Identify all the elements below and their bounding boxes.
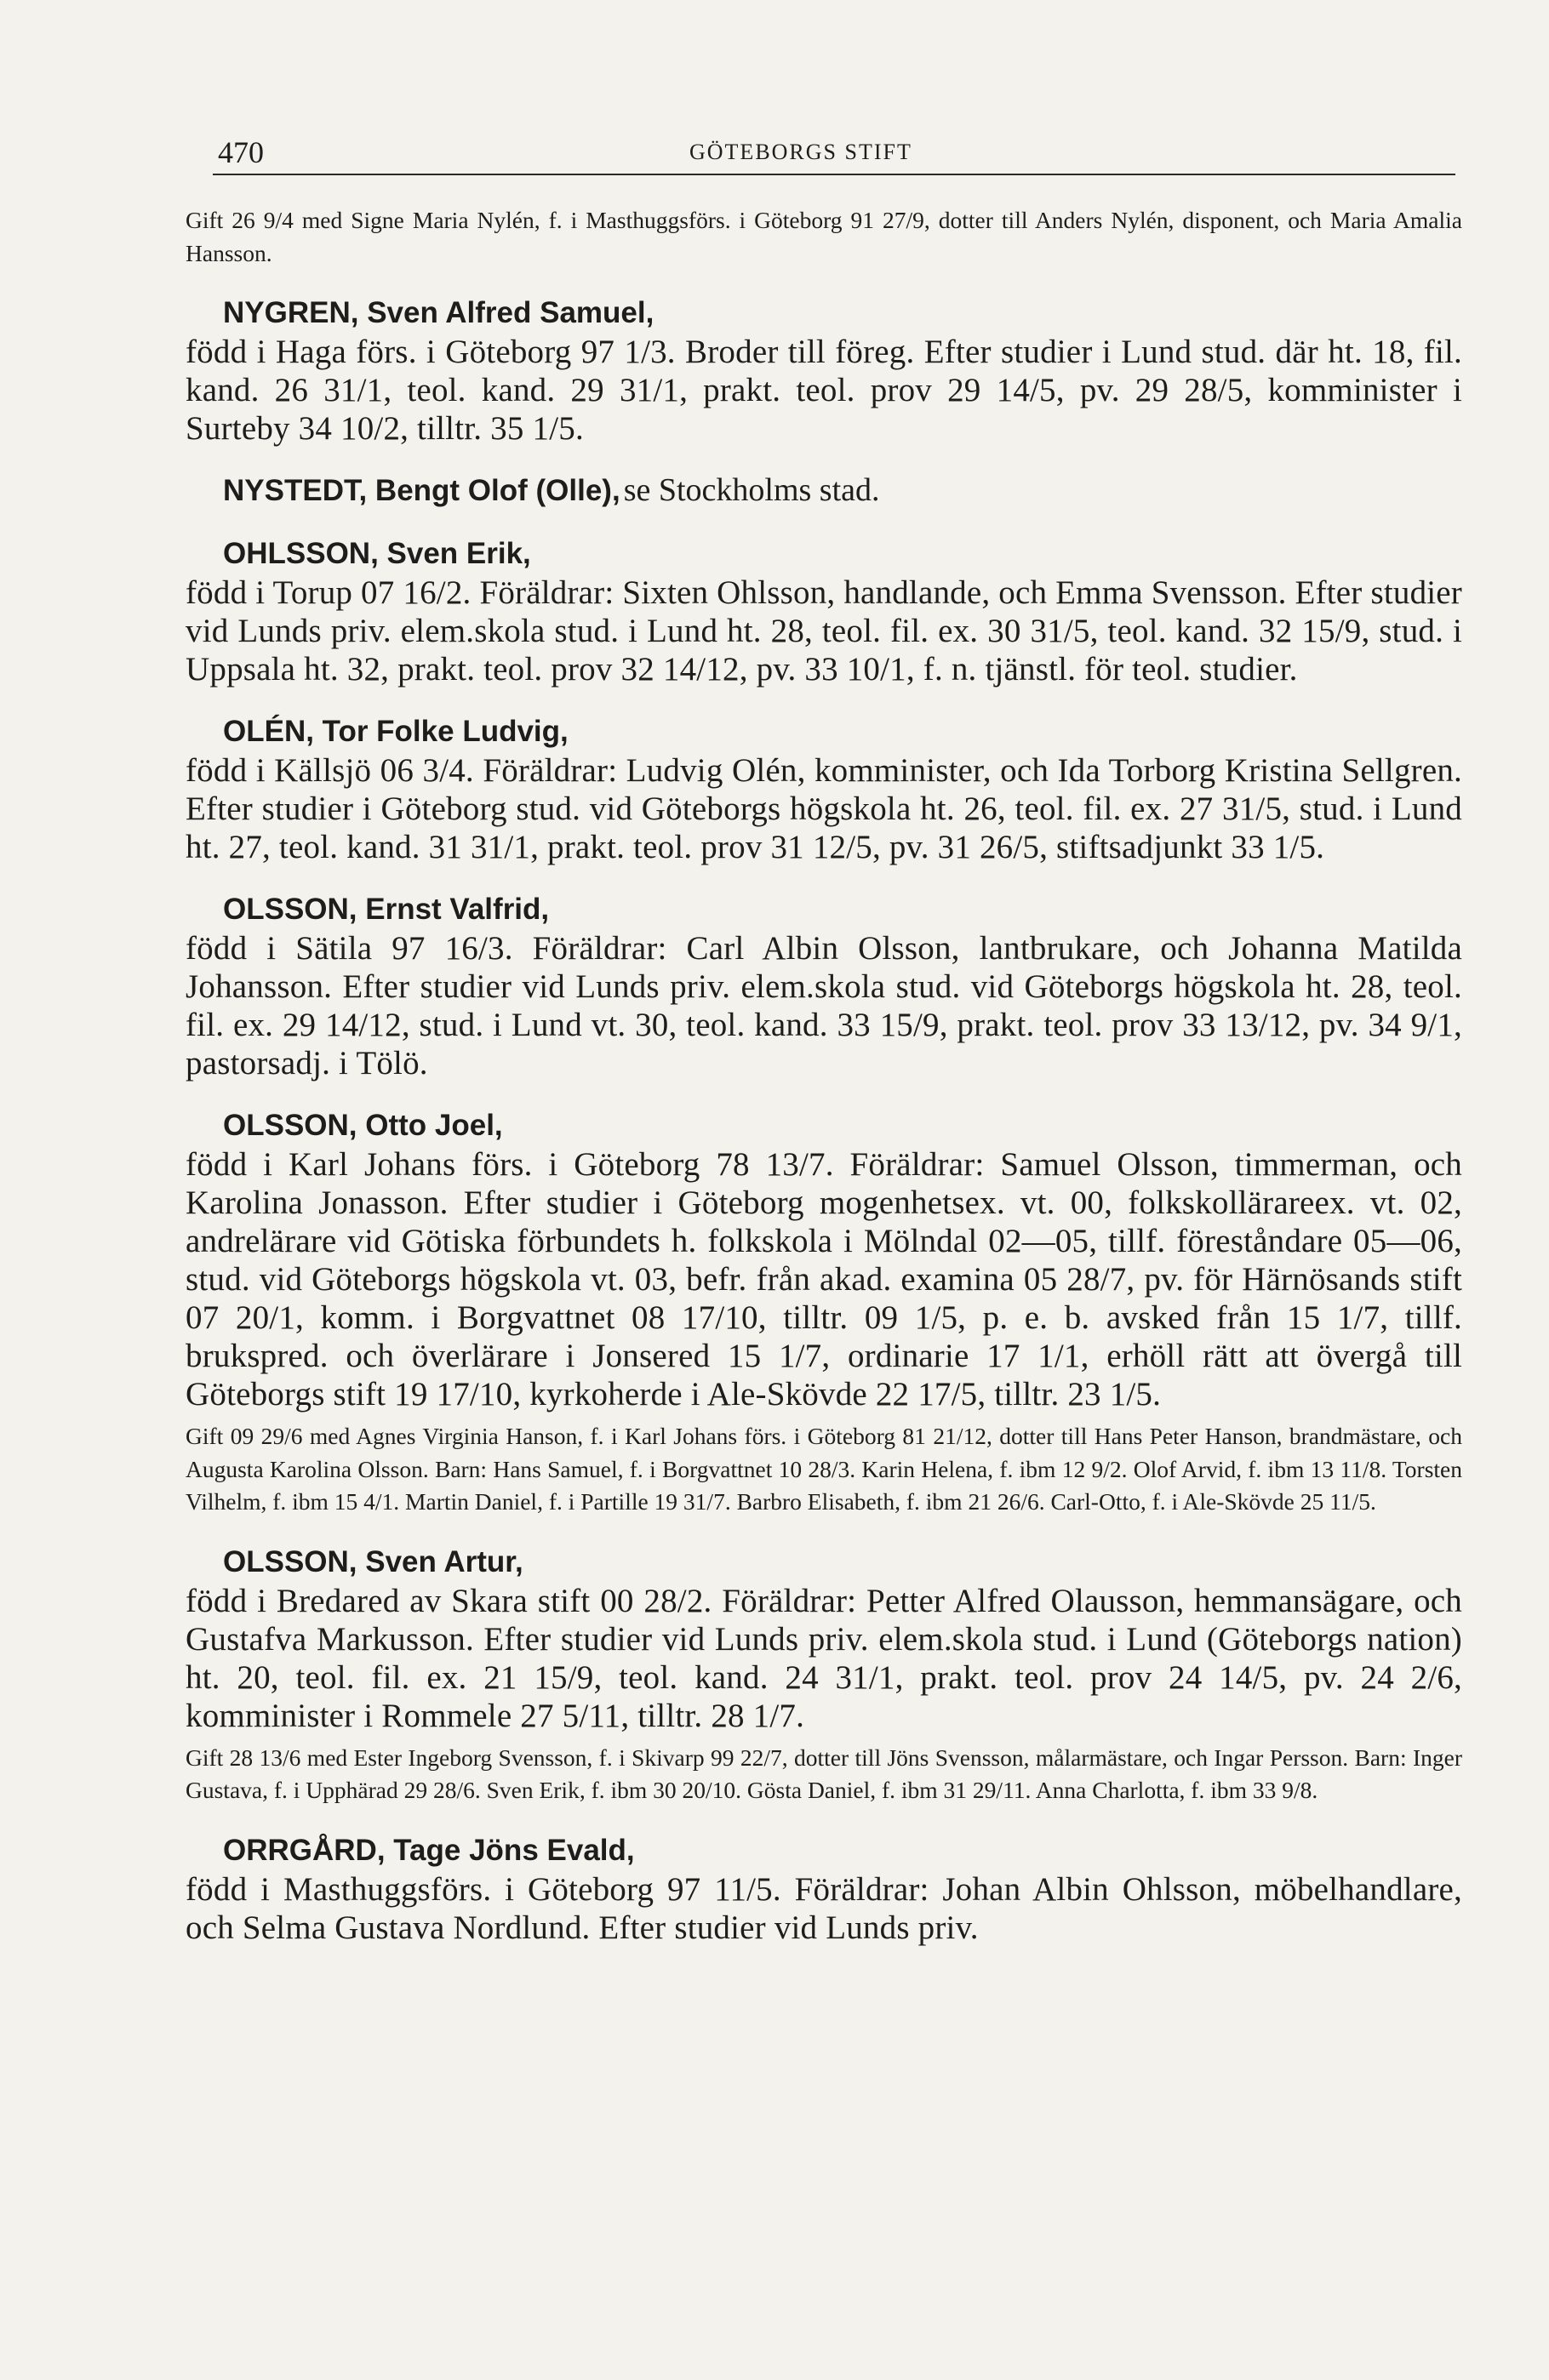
entry-name: OLSSON, Ernst Valfrid,	[223, 893, 550, 926]
entry-olen	[186, 712, 1462, 866]
marriage-note: Gift 26 9/4 med Signe Maria Nylén, f. i Masthuggsförs. i Göteborg 91 27/9, dotter till Anders Nylén, disponent, och Maria Amalia Hansson.	[186, 207, 1462, 266]
entry-name: OLSSON, Otto Joel,	[223, 1109, 503, 1142]
entry-ohlsson	[186, 534, 1462, 688]
entry-name: ORRGÅRD, Tage Jöns Evald,	[223, 1833, 635, 1867]
entry-text: född i Bredared av Skara stift 00 28/2. Föräldrar: Petter Alfred Olausson, hemmansägare, och Gustafva Markusson. Efter studier vid Lunds priv. elem.skola stud. i Lund (Göteborgs nation) ht. 20, teol. fil. ex. 21 15/9, teol. kand. 24 31/1, prakt. teol. prov 24 14/5, pv. 24 2/6, komminister i Rommele 27 5/11, tilltr. 28 1/7.	[186, 1582, 1462, 1734]
page-content	[186, 204, 1462, 1947]
entry-text: född i Källsjö 06 3/4. Föräldrar: Ludvig Olén, komminister, och Ida Torborg Kristina Sellgren. Efter studier i Göteborg stud. vid Göteborgs högskola ht. 26, teol. fil. ex. 27 31/5, stud. i Lund ht. 27, teol. kand. 31 31/1, prakt. teol. prov 31 12/5, pv. 31 26/5, stiftsadjunkt 33 1/5.	[186, 752, 1462, 865]
entry-text: född i Karl Johans förs. i Göteborg 78 13/7. Föräldrar: Samuel Olsson, timmerman, och Karolina Jonasson. Efter studier i Göteborg mogenhetsex. vt. 00, folkskollärareex. vt. 02, andrelärare vid Götiska förbundets h. folkskola i Mölndal 02—05, tillf. föreståndare 05—06, stud. vid Göteborgs högskola vt. 03, befr. från akad. examina 05 28/7, pv. för Härnösands stift 07 20/1, komm. i Borgvattnet 08 17/10, tilltr. 09 1/5, p. e. b. avsked från 15 1/7, tillf. brukspred. och överlärare i Jonsered 15 1/7, ordinarie 17 1/1, erhöll rätt att övergå till Göteborgs stift 19 17/10, kyrkoherde i Ale-Skövde 22 17/5, tilltr. 23 1/5.	[186, 1146, 1462, 1413]
entry-olsson-ernst	[186, 890, 1462, 1082]
marriage-note: Gift 09 29/6 med Agnes Virginia Hanson, f. i Karl Johans förs. i Göteborg 81 21/12, dotter till Hans Peter Hanson, brandmästare, och Augusta Karolina Olsson. Barn: Hans Samuel, f. i Borgvattnet 10 28/3. Karin Helena, f. ibm 12 9/2. Olof Arvid, f. ibm 13 11/8. Torsten Vilhelm, f. ibm 15 4/1. Martin Daniel, f. i Partille 19 31/7. Barbro Elisabeth, f. ibm 21 26/6. Carl-Otto, f. i Ale-Skövde 25 11/5.	[186, 1423, 1462, 1515]
entry-text: född i Masthuggsförs. i Göteborg 97 11/5. Föräldrar: Johan Albin Ohlsson, möbelhandlare, och Selma Gustava Nordlund. Efter studier vid Lunds priv.	[186, 1870, 1462, 1946]
entry-orrgard	[186, 1831, 1462, 1947]
entry-name: NYGREN, Sven Alfred Samuel,	[223, 296, 654, 329]
entry-text: född i Sätila 97 16/3. Föräldrar: Carl Albin Olsson, lantbrukare, och Johanna Matilda Johansson. Efter studier vid Lunds priv. elem.skola stud. vid Göteborgs högskola ht. 28, teol. fil. ex. 29 14/12, stud. i Lund vt. 30, teol. kand. 33 15/9, prakt. teol. prov 33 13/12, pv. 34 9/1, pastorsadj. i Tölö.	[186, 930, 1462, 1082]
entry-olsson-otto	[186, 1106, 1462, 1519]
entry-text: född i Haga förs. i Göteborg 97 1/3. Broder till föreg. Efter studier i Lund stud. där ht. 18, fil. kand. 26 31/1, teol. kand. 29 31/1, prakt. teol. prov 29 14/5, pv. 29 28/5, komminister i Surteby 34 10/2, tilltr. 35 1/5.	[186, 334, 1462, 447]
page-header	[213, 126, 1455, 175]
entry-text: född i Torup 07 16/2. Föräldrar: Sixten Ohlsson, handlande, och Emma Svensson. Efter studier vid Lunds priv. elem.skola stud. i Lund ht. 28, teol. fil. ex. 30 31/5, teol. kand. 32 15/9, stud. i Uppsala ht. 32, prakt. teol. prov 32 14/12, pv. 33 10/1, f. n. tjänstl. för teol. studier.	[186, 574, 1462, 688]
entry-name: NYSTEDT, Bengt Olof (Olle),	[223, 474, 620, 507]
entry-name: OHLSSON, Sven Erik,	[223, 537, 531, 570]
page-number: 470	[218, 135, 264, 169]
entry-olsson-sven	[186, 1543, 1462, 1807]
marriage-note: Gift 28 13/6 med Ester Ingeborg Svensson, f. i Skivarp 99 22/7, dotter till Jöns Svensson, målarmästare, och Ingar Persson. Barn: Inger Gustava, f. i Upphärad 29 28/6. Sven Erik, f. ibm 30 20/10. Gösta Daniel, f. ibm 31 29/11. Anna Charlotta, f. ibm 33 9/8.	[186, 1744, 1462, 1803]
entry-name: OLÉN, Tor Folke Ludvig,	[223, 715, 569, 748]
entry-nygren	[186, 294, 1462, 448]
entry-reference: se Stockholms stad.	[623, 472, 880, 508]
running-head: GÖTEBORGS STIFT	[689, 140, 912, 164]
entry-nystedt	[186, 471, 1462, 511]
entry-name: OLSSON, Sven Artur,	[223, 1544, 523, 1578]
